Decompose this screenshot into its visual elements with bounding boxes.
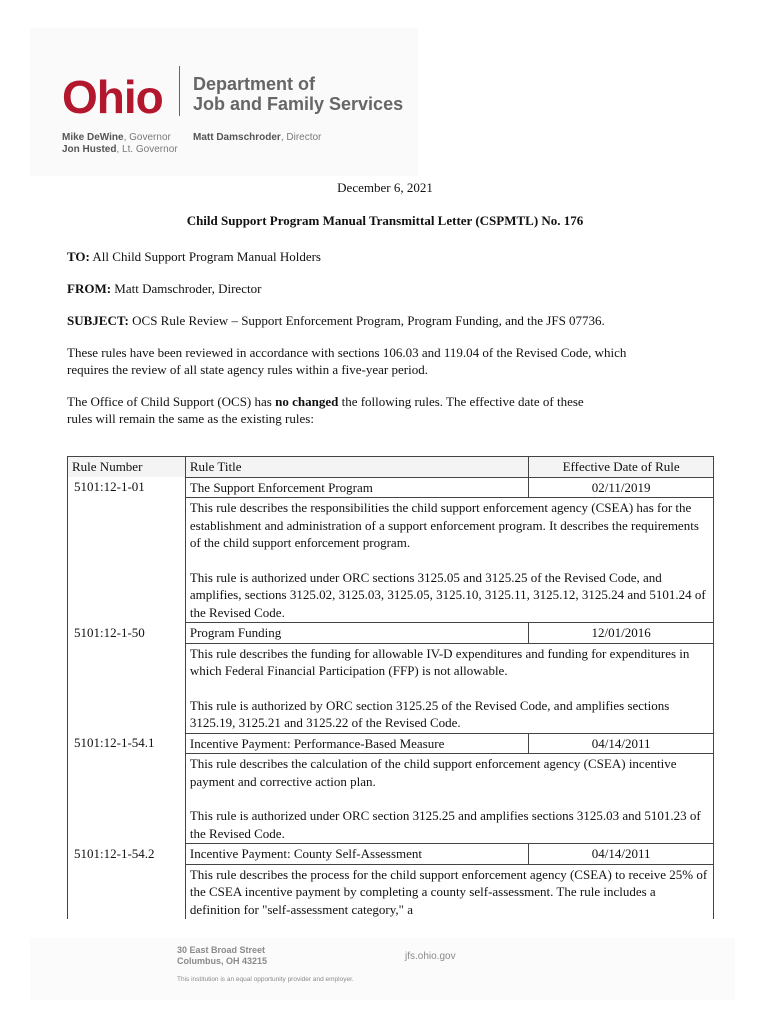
rule-title: The Support Enforcement Program xyxy=(185,477,528,498)
rule-effective-date: 04/14/2011 xyxy=(529,844,714,865)
director-line: Matt Damschroder, Director xyxy=(193,132,322,143)
table-row xyxy=(68,844,714,865)
to-line: TO: All Child Support Program Manual Holders xyxy=(67,249,321,264)
table-header-row xyxy=(68,457,714,478)
rules-table xyxy=(67,456,714,919)
rule-number: 5101:12-1-54.2 xyxy=(68,844,186,920)
header-rule-number: Rule Number xyxy=(68,457,186,478)
paragraph-no-change: The Office of Child Support (OCS) has no changed the following rules. The effective date of these rules will remain the same as the existing rules: xyxy=(67,394,584,426)
footer-address: 30 East Broad Street Columbus, OH 43215 xyxy=(177,945,268,966)
department-name xyxy=(193,74,403,114)
rule-effective-date: 04/14/2011 xyxy=(529,733,714,754)
rule-description: This rule describes the funding for allowable IV-D expenditures and funding for expenditures in which Federal Financial Participation (FFP) is not allowable. This rule is authorized by ORC section 3125.25 of the Revised Code, and amplifies sections 3125.19, 3125.21 and 3125.22 of the Revised Code. xyxy=(185,643,713,733)
footer-website: jfs.ohio.gov xyxy=(405,951,456,962)
dept-line1: Department of xyxy=(193,74,316,94)
from-line: FROM: Matt Damschroder, Director xyxy=(67,281,262,296)
table-row xyxy=(68,733,714,754)
dept-line2: Job and Family Services xyxy=(193,94,404,114)
subject-line: SUBJECT: OCS Rule Review – Support Enforcement Program, Program Funding, and the JFS 07736. xyxy=(67,313,605,328)
header-effective-date: Effective Date of Rule xyxy=(529,457,714,478)
rule-title: Incentive Payment: County Self-Assessment xyxy=(185,844,528,865)
table-row xyxy=(68,477,714,498)
rule-effective-date: 02/11/2019 xyxy=(529,477,714,498)
rule-number: 5101:12-1-54.1 xyxy=(68,733,186,844)
governors xyxy=(62,132,178,156)
lt-governor-line: Jon Husted, Lt. Governor xyxy=(62,144,178,155)
rule-number: 5101:12-1-50 xyxy=(68,623,186,734)
paragraph-review: These rules have been reviewed in accordance with sections 106.03 and 119.04 of the Revised Code, which requires the review of all state agency rules within a five-year period. xyxy=(67,345,627,377)
letter-title: Child Support Program Manual Transmittal Letter (CSPMTL) No. 176 xyxy=(186,213,584,228)
rule-description: This rule describes the process for the child support enforcement agency (CSEA) to receive 25% of the CSEA incentive payment by completing a county self-assessment. The rule includes a definition for "self-assessment category," a xyxy=(185,864,713,919)
rule-effective-date: 12/01/2016 xyxy=(529,623,714,644)
footer xyxy=(30,938,735,1000)
rule-description: This rule describes the calculation of the child support enforcement agency (CSEA) incentive payment and corrective action plan. This rule is authorized under ORC section 3125.25 and amplifies sections 3125.03 and 5101.23 of the Revised Code. xyxy=(185,754,713,844)
governor-line: Mike DeWine, Governor xyxy=(62,132,171,143)
rule-title: Program Funding xyxy=(185,623,528,644)
rule-number: 5101:12-1-01 xyxy=(68,477,186,623)
logo-divider xyxy=(179,66,180,116)
table-row xyxy=(68,623,714,644)
rule-title: Incentive Payment: Performance-Based Measure xyxy=(185,733,528,754)
header-rule-title: Rule Title xyxy=(185,457,528,478)
ohio-logo: Ohio xyxy=(62,71,163,123)
footer-eeo: This institution is an equal opportunity provider and employer. xyxy=(177,976,354,983)
letter-date: December 6, 2021 xyxy=(337,180,433,195)
rule-description: This rule describes the responsibilities the child support enforcement agency (CSEA) has for the establishment and administration of a support enforcement program. It describes the requirements of the child support enforcement program. This rule is authorized under ORC sections 3125.05 and 3125.25 of the Revised Code, and amplifies, sections 3125.02, 3125.03, 3125.05, 3125.10, 3125.11, 3125.12, 3125.24 and 5101.24 of the Revised Code. xyxy=(185,498,713,623)
